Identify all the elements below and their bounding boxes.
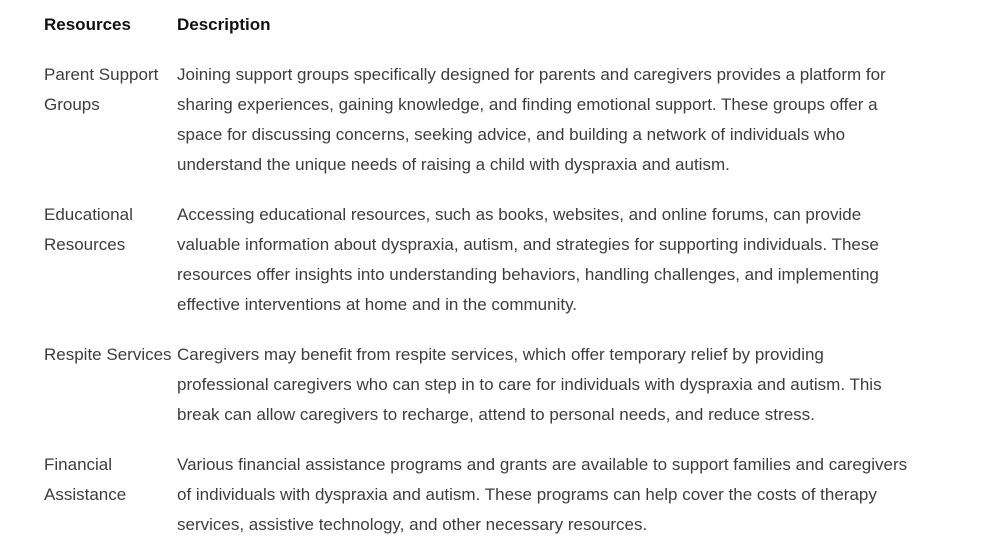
resource-cell: Parent Support Groups bbox=[44, 65, 159, 114]
description-cell: Joining support groups specifically designed for parents and caregivers provides a platform for sharing experiences, gaining knowledge, and finding emotional support. These groups offer a space for discussing concerns, seeking advice, and building a network of individuals who understand the unique needs of raising a child with dyspraxia and autism. bbox=[177, 65, 886, 174]
header-resources: Resources bbox=[44, 15, 131, 34]
resources-table bbox=[44, 10, 924, 560]
header-description: Description bbox=[177, 15, 271, 34]
resource-cell: Respite Services bbox=[44, 345, 172, 364]
table-row bbox=[44, 340, 924, 430]
table-row bbox=[44, 450, 924, 540]
description-cell: Various financial assistance programs and grants are available to support families and caregivers of individuals with dyspraxia and autism. These programs can help cover the costs of therapy services, assistive technology, and other necessary resources. bbox=[177, 455, 908, 534]
description-cell: Accessing educational resources, such as books, websites, and online forums, can provide valuable information about dyspraxia, autism, and strategies for supporting individuals. These resources offer insights into understanding behaviors, handling challenges, and implementing effective interventions at home and in the community. bbox=[177, 205, 879, 314]
table-row bbox=[44, 200, 924, 320]
table-header-row bbox=[44, 10, 924, 60]
description-cell: Caregivers may benefit from respite services, which offer temporary relief by providing professional caregivers who can step in to care for individuals with dyspraxia and autism. This break can allow caregivers to recharge, attend to personal needs, and reduce stress. bbox=[177, 345, 882, 424]
resource-cell: Financial Assistance bbox=[44, 455, 127, 504]
resource-cell: Educational Resources bbox=[44, 205, 133, 254]
table-row bbox=[44, 60, 924, 180]
